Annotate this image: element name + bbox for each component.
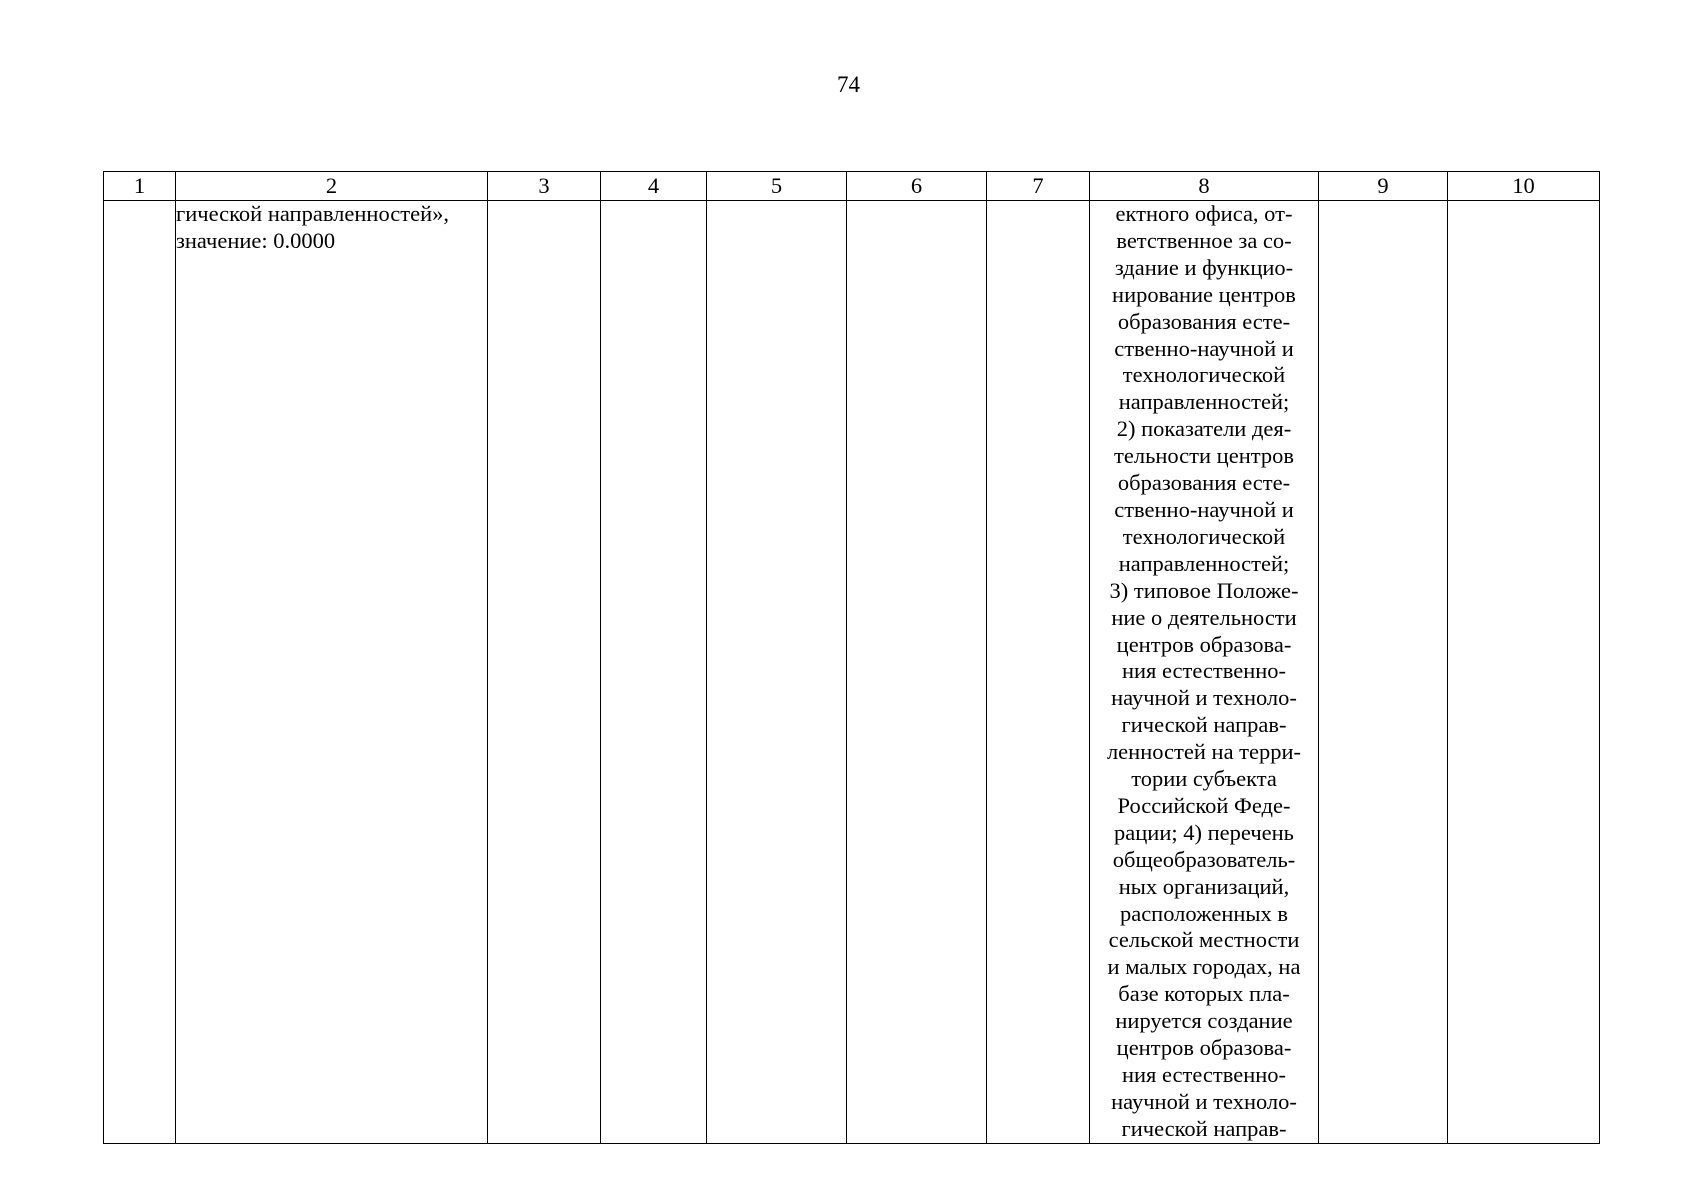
text-line: гической направ- xyxy=(1121,1115,1287,1141)
text-line: научной и техноло- xyxy=(1111,685,1297,711)
text-line: ственно-научной и xyxy=(1114,335,1294,361)
text-line: технологической xyxy=(1122,523,1286,549)
header-col-1: 1 xyxy=(104,172,176,201)
header-col-3: 3 xyxy=(488,172,601,201)
table-row xyxy=(104,201,1600,1144)
text-line: ветственное за со- xyxy=(1116,227,1292,253)
cell-col-6 xyxy=(847,201,987,1144)
header-col-10: 10 xyxy=(1448,172,1600,201)
text-line: нируется создание xyxy=(1115,1008,1293,1034)
header-col-7: 7 xyxy=(987,172,1090,201)
header-col-2: 2 xyxy=(176,172,488,201)
header-col-6: 6 xyxy=(847,172,987,201)
text-line: ных организаций, xyxy=(1118,873,1290,899)
header-col-5: 5 xyxy=(707,172,847,201)
cell-col-2 xyxy=(176,201,488,1144)
text-line: ственно-научной и xyxy=(1114,496,1294,522)
text-line: общеобразователь- xyxy=(1112,846,1296,872)
text-line: технологической xyxy=(1122,362,1286,388)
text-line: ние о деятельности xyxy=(1111,604,1297,630)
text-line: ленностей на терри- xyxy=(1106,739,1302,765)
text-line: сельской местности xyxy=(1108,927,1300,953)
text-line: образования есте- xyxy=(1117,470,1291,496)
cell-col-1 xyxy=(104,201,176,1144)
cell-col-9 xyxy=(1319,201,1448,1144)
cell-col-3 xyxy=(488,201,601,1144)
text-line: центров образова- xyxy=(1116,1035,1292,1061)
text-line: тории субъекта xyxy=(1131,766,1277,792)
text-line: 2) показатели дея- xyxy=(1116,416,1292,442)
text-line: здание и функцио- xyxy=(1114,254,1294,280)
text-line: гической направ- xyxy=(1121,712,1287,738)
cell-col-10 xyxy=(1448,201,1600,1144)
header-col-4: 4 xyxy=(601,172,707,201)
text-line: базе которых пла- xyxy=(1118,981,1290,1007)
cell-col-7 xyxy=(987,201,1090,1144)
text-line: значение: 0.0000 xyxy=(176,227,336,253)
cell-col-8 xyxy=(1090,201,1319,1144)
text-line: центров образова- xyxy=(1116,631,1292,657)
page-number: 74 xyxy=(837,72,860,97)
data-table xyxy=(103,171,1600,1144)
text-line: направленностей; xyxy=(1118,389,1290,415)
header-col-9: 9 xyxy=(1319,172,1448,201)
text-line: нирование центров xyxy=(1112,281,1296,307)
cell-col-8-text xyxy=(1090,201,1318,1143)
text-line: научной и техноло- xyxy=(1111,1088,1297,1114)
text-line: образования есте- xyxy=(1117,308,1291,334)
cell-col-2-text xyxy=(176,201,487,255)
text-line: расположенных в xyxy=(1119,900,1289,926)
text-line: гической направленностей», xyxy=(176,201,449,226)
text-line: тельности центров xyxy=(1114,443,1294,469)
text-line: ния естественно- xyxy=(1121,658,1287,684)
header-col-8: 8 xyxy=(1090,172,1319,201)
text-line: и малых городах, на xyxy=(1107,954,1301,980)
text-line: рации; 4) перечень xyxy=(1114,819,1294,845)
text-line: ектного офиса, от- xyxy=(1115,201,1293,226)
text-line: Российской Феде- xyxy=(1117,792,1291,818)
header-row xyxy=(104,172,1600,201)
cell-col-5 xyxy=(707,201,847,1144)
cell-col-4 xyxy=(601,201,707,1144)
text-line: ния естественно- xyxy=(1121,1062,1287,1087)
text-line: направленностей; xyxy=(1118,550,1290,576)
text-line: 3) типовое Положе- xyxy=(1109,577,1299,603)
